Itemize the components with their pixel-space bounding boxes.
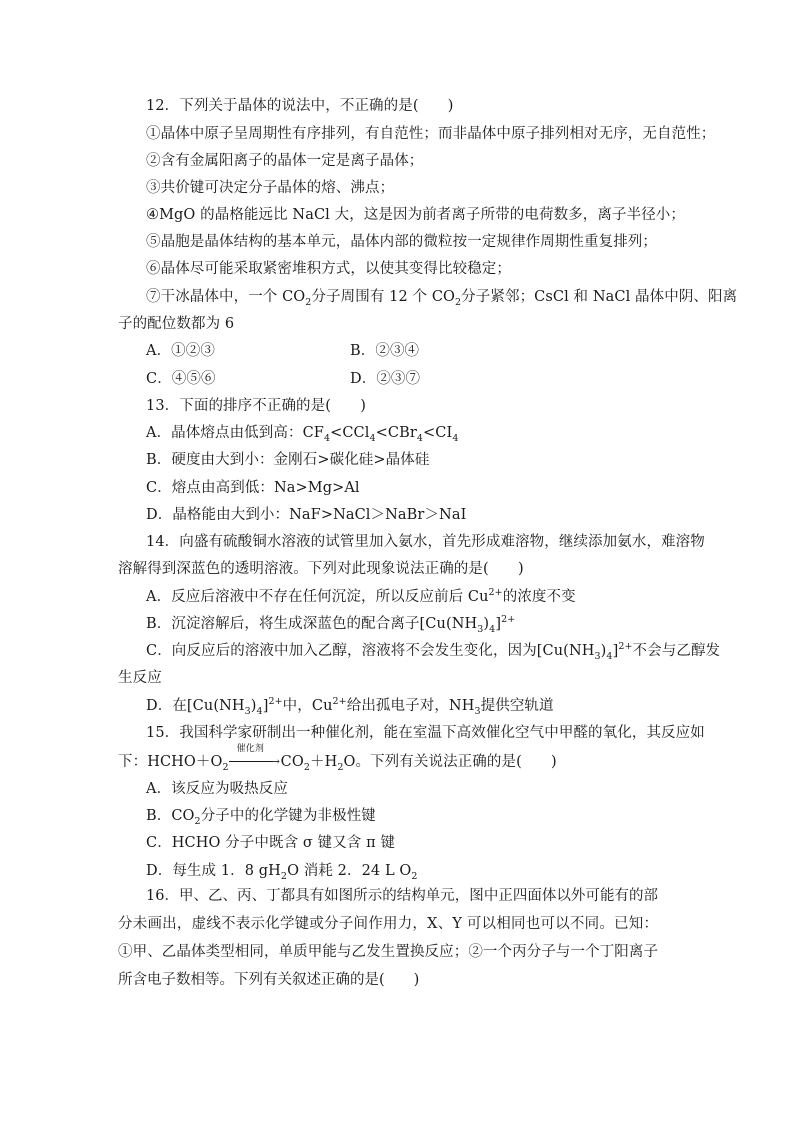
q13-option-c: C．熔点由高到低：Na>Mg>Al bbox=[146, 480, 360, 496]
q12-statement-7: ⑦干冰晶体中，一个 $CO_2$分子周围有 12 个 $CO_2$分子紧邻；CsCl 和 NaCl 晶体中阴、阳离 bbox=[146, 289, 738, 308]
q12-statement-3: ③共价键可决定分子晶体的熔、沸点； bbox=[146, 180, 395, 196]
catalyst-label: 催化剂 bbox=[236, 744, 264, 754]
q12-statement-6: ⑥晶体尽可能采取紧密堆积方式，以使其变得比较稳定； bbox=[146, 261, 511, 277]
q15-stem-line-2: 下：$HCHO+O_2$ 催化剂 → $CO_2+H_2O$。下列有关说法正确的是( ) bbox=[118, 744, 557, 773]
q14-option-c-cont: 生反应 bbox=[118, 670, 162, 686]
q15-stem-line-1: 15．我国科学家研制出一种催化剂，能在室温下高效催化空气中甲醛的氧化，其反应如 bbox=[146, 725, 705, 741]
q12-stem: 12．下列关于晶体的说法中，不正确的是( ) bbox=[146, 98, 454, 114]
q12-options-row-1 bbox=[146, 341, 646, 361]
q15-option-c: C．HCHO 分子中既含 σ 键又含 π 键 bbox=[146, 835, 396, 851]
q14-stem-line-1: 14．向盛有硫酸铜水溶液的试管里加入氨水，首先形成难溶物，继续添加氨水，难溶物 bbox=[146, 534, 705, 550]
q14-option-d: D．在$[Cu(NH_3)_4]^{2+}$中，$Cu^{2+}$给出孤电子对，$NH_3$提供空轨道 bbox=[146, 696, 554, 717]
q12-option-c: C．④⑤⑥ bbox=[146, 371, 216, 387]
q13-option-d: D．晶格能由大到小：NaF>NaCl＞NaBr＞NaI bbox=[146, 507, 467, 523]
q12-option-a: A．①②③ bbox=[146, 343, 215, 359]
q15-option-b: B．$CO_2$分子中的化学键为非极性键 bbox=[146, 808, 376, 827]
q12-statement-2: ②含有金属阳离子的晶体一定是离子晶体； bbox=[146, 153, 424, 169]
q12-statement-1: ①晶体中原子呈周期性有序排列，有自范性；而非晶体中原子排列相对无序，无自范性； bbox=[146, 126, 716, 142]
q14-stem-line-2: 溶解得到深蓝色的透明溶液。下列对此现象说法正确的是( ) bbox=[118, 561, 524, 577]
q13-option-b: B．硬度由大到小：金刚石>碳化硅>晶体硅 bbox=[146, 452, 430, 468]
q12-option-b: B．②③④ bbox=[350, 343, 420, 359]
q12-option-d: D．②③⑦ bbox=[350, 371, 421, 387]
q12-options-row-2 bbox=[146, 369, 646, 389]
q12-statement-4: ④MgO 的晶格能远比 NaCl 大，这是因为前者离子所带的电荷数多，离子半径小； bbox=[146, 207, 686, 223]
q14-option-b: B．沉淀溶解后，将生成深蓝色的配合离子$[Cu(NH_3)_4]^{2+}$ bbox=[146, 614, 516, 635]
q12-statement-7-cont: 子的配位数都为 6 bbox=[118, 316, 235, 332]
q15-option-a: A．该反应为吸热反应 bbox=[146, 781, 288, 797]
q14-option-c: C．向反应后的溶液中加入乙醇，溶液将不会发生变化，因为$[Cu(NH_3)_4]^{2+}$不会与乙醇发 bbox=[146, 641, 721, 662]
q16-stem: 16．甲、乙、丙、丁都具有如图所示的结构单元，图中正四面体以外可能有的部分未画出，虚线不表示化学键或分子间作用力，X、Y 可以相同也可以不同。已知：①甲、乙晶体类型相同，单质甲能与乙发生置换反应；②一个丙分子与一个丁阳离子所含电子数相等。下列有关叙述正确的是( ) bbox=[118, 888, 658, 988]
q14-option-a: A．反应后溶液中不存在任何沉淀，所以反应前后 $Cu^{2+}$的浓度不变 bbox=[146, 587, 576, 605]
q13-option-a: A．晶体熔点由低到高：$CF_4<CCl_4<CBr_4<CI_4$ bbox=[146, 425, 459, 444]
q13-stem: 13．下面的排序不正确的是( ) bbox=[146, 398, 366, 414]
reaction-arrow-icon: 催化剂 → bbox=[229, 755, 281, 769]
q15-option-d: D．每生成 1．8 $gH_2O$ 消耗 2．24 L $O_2$ bbox=[146, 863, 418, 882]
q12-statement-5: ⑤晶胞是晶体结构的基本单元，晶体内部的微粒按一定规律作周期性重复排列； bbox=[146, 234, 657, 250]
